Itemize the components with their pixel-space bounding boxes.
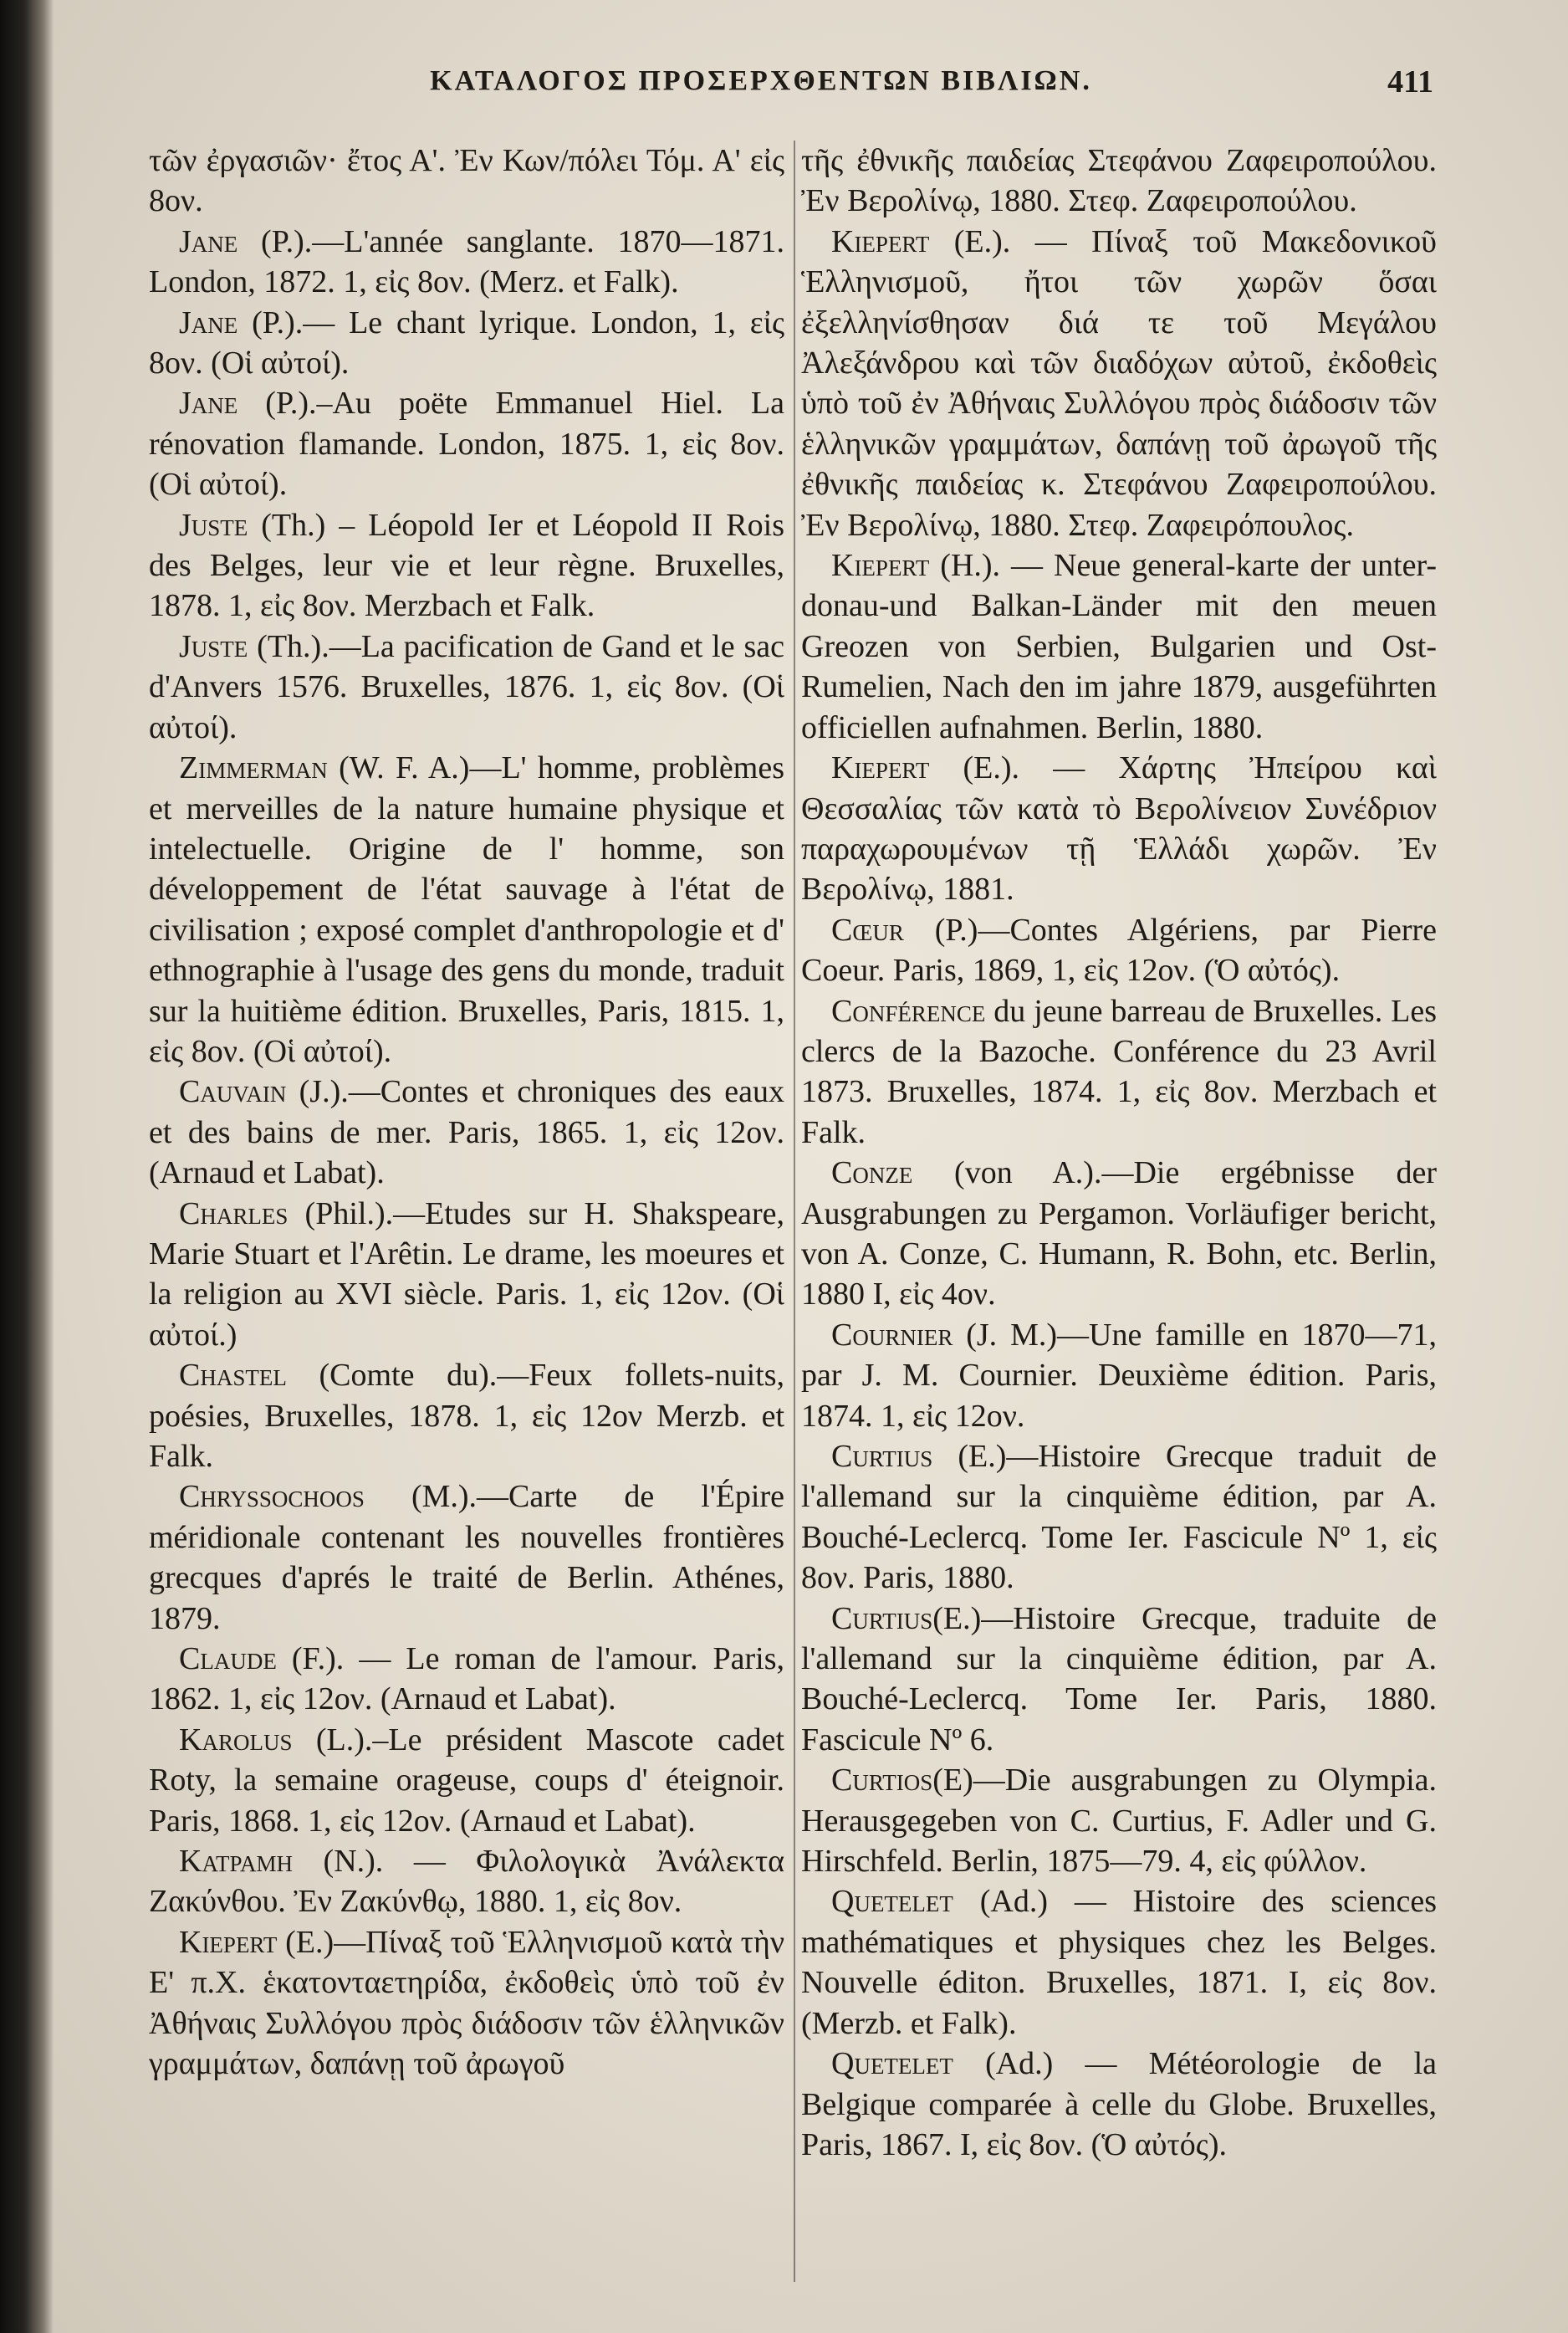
entry-text: (Comte du).—Feux follets-nuits, poésies, Bruxelles, 1878. 1, εἰς 12ον Merzb. et Falk. xyxy=(149,1358,784,1474)
entry-text: (F.). — Le roman de l'amour. Paris, 1862. 1, εἰς 12ον. (Arnaud et Labat). xyxy=(149,1641,784,1717)
catalog-entry xyxy=(149,222,784,303)
catalog-entry xyxy=(149,1720,784,1841)
entry-text: (Th.) – Léopold Ier et Léopold II Rois des Belges, leur vie et leur règne. Bruxelles, 1878. 1, εἰς 8ον. Merzbach et Falk. xyxy=(149,507,784,624)
catalog-entry xyxy=(801,1315,1437,1436)
catalog-entry xyxy=(149,1476,784,1639)
entry-text: (H.). — Neue general-karte der unter-donau-und Balkan-Länder mit den meuen Greozen von Serbien, Bulgarien und Ost-Rumelien, Nach den im jahre 1879, ausgeführten officiellen aufnahmen. Berlin, 1880. xyxy=(801,548,1437,745)
entry-text: (Ν.). — Φιλολογικὰ Ἀνάλεκτα Ζακύνθου. Ἐν Ζακύνθῳ, 1880. 1, εἰς 8ον. xyxy=(149,1844,784,1920)
catalog-entry xyxy=(801,1436,1437,1599)
entry-author: Conze xyxy=(831,1155,913,1191)
entry-text: (M.).—Carte de l'Épire méridionale contenant les nouvelles frontières grecques d'aprés le traité de Berlin. Athénes, 1879. xyxy=(149,1479,784,1636)
entry-author: Curtios xyxy=(831,1763,933,1798)
entry-author: Kiepert xyxy=(831,548,930,584)
catalog-entry xyxy=(149,1194,784,1356)
entry-text: (Ad.) — Histoire des sciences mathématiques et physiques chez les Belges. Nouvelle éditon. Bruxelles, 1871. I, εἰς 8ον. (Merzb. et Falk). xyxy=(801,1884,1437,2041)
catalog-entry xyxy=(801,748,1437,910)
right-column xyxy=(801,141,1437,2299)
entry-author: Kiepert xyxy=(831,750,930,786)
entry-author: Quetelet xyxy=(831,2046,953,2082)
catalog-entry xyxy=(801,222,1437,545)
catalog-entry xyxy=(149,1841,784,1922)
entry-author: Chryssochoos xyxy=(179,1479,365,1515)
catalog-entry xyxy=(149,303,784,384)
entry-author: Jane xyxy=(179,223,238,259)
entry-author: Charles xyxy=(179,1195,289,1231)
catalog-entry xyxy=(149,627,784,748)
entry-author: Kiepert xyxy=(179,1924,278,1960)
entry-text: (Th.).—La pacification de Gand et le sac d'Anvers 1576. Bruxelles, 1876. 1, εἰς 8ον. (Οἱ αὐτοί). xyxy=(149,628,784,745)
entry-text: (E.)—Histoire Grecque, traduite de l'allemand sur la cinquième édition, par A. Bouché-Leclercq. Tome Ier. Paris, 1880. Fascicule Nº 6. xyxy=(801,1600,1437,1757)
entry-author: Cournier xyxy=(831,1317,953,1353)
catalog-entry xyxy=(801,910,1437,991)
entry-author: Juste xyxy=(179,628,248,664)
entry-author: Juste xyxy=(179,507,248,543)
entry-author: Zimmerman xyxy=(179,750,328,786)
column-divider xyxy=(794,141,795,2282)
entry-text: (E)—Die ausgrabungen zu Olympia. Herausgegeben von C. Curtius, F. Adler und G. Hirschfeld. Berlin, 1875—79. 4, εἰς φύλλον. xyxy=(801,1763,1437,1880)
entry-text: (P.).— Le chant lyrique. London, 1, εἰς 8ον. (Οἱ αὐτοί). xyxy=(149,304,784,381)
entry-author: Jane xyxy=(179,304,238,340)
entry-author: Kiepert xyxy=(831,223,930,259)
catalog-entry xyxy=(801,545,1437,748)
entry-text: du jeune barreau de Bruxelles. Les clercs de la Bazoche. Conférence du 23 Avril 1873. Bruxelles, 1874. 1, εἰς 8ον. Merzbach et Falk. xyxy=(801,993,1437,1150)
entry-text: (J. M.)—Une famille en 1870—71, par J. M. Cournier. Deuxième édition. Paris, 1874. 1, εἰς 12ον. xyxy=(801,1317,1437,1434)
entry-author: Quetelet xyxy=(831,1884,953,1920)
catalog-entry xyxy=(801,1760,1437,1881)
catalog-entry xyxy=(149,383,784,504)
entry-author: Karolus xyxy=(179,1722,293,1757)
entry-text: (P.).–Au poëte Emmanuel Hiel. La rénovation flamande. London, 1875. 1, εἰς 8ον. (Οἱ αὐτοί). xyxy=(149,386,784,503)
entry-text: (Ad.) — Météorologie de la Belgique comparée à celle du Globe. Bruxelles, Paris, 1867. I, εἰς 8ον. (Ὁ αὐτός). xyxy=(801,2046,1437,2162)
entry-text: (E.)—Histoire Grecque traduit de l'allemand sur la cinquième édition, par A. Bouché-Leclercq. Tome Ier. Fascicule Nº 1, εἰς 8ον. Paris, 1880. xyxy=(801,1439,1437,1596)
catalog-entry xyxy=(801,1881,1437,2044)
catalog-entry xyxy=(149,748,784,1072)
left-column xyxy=(149,141,784,2299)
catalog-entry xyxy=(801,1153,1437,1315)
entry-text: (J.).—Contes et chroniques des eaux et des bains de mer. Paris, 1865. 1, εἰς 12ον. (Arnaud et Labat). xyxy=(149,1074,784,1191)
entry-text: τῆς ἐθνικῆς παιδείας Στεφάνου Ζαφειροπούλου. Ἐν Βερολίνῳ, 1880. Στεφ. Ζαφειροπούλου. xyxy=(801,143,1437,219)
entry-text: (Phil.).—Etudes sur H. Shakspeare, Marie Stuart et l'Arêtin. Le drame, les moeures et la religion au XVI siècle. Paris. 1, εἰς 12ον. (Οἱ αὐτοί.) xyxy=(149,1195,784,1353)
catalog-entry xyxy=(801,1599,1437,1761)
catalog-entry xyxy=(801,141,1437,222)
running-title: ΚΑΤΑΛΟΓΟΣ ΠΡΟΣΕΡΧΘΕΝΤΩΝ ΒΙΒΛΙΩΝ. xyxy=(430,65,1092,96)
catalog-entry xyxy=(801,991,1437,1154)
book-binding-shadow xyxy=(0,0,54,2333)
entry-author: Jane xyxy=(179,386,238,422)
entry-author: Curtius xyxy=(831,1600,933,1636)
entry-author: Claude xyxy=(179,1641,277,1677)
catalog-entry xyxy=(149,505,784,627)
entry-text: (P.).—L'année sanglante. 1870—1871. London, 1872. 1, εἰς 8ον. (Merz. et Falk). xyxy=(149,223,784,300)
entry-text: (P.)—Contes Algériens, par Pierre Coeur. Paris, 1869, 1, εἰς 12ον. (Ὁ αὐτός). xyxy=(801,912,1437,989)
catalog-entry xyxy=(149,1922,784,2085)
entry-text: (W. F. A.)—L' homme, problèmes et merveilles de la nature humaine physique et intelectuelle. Origine de l' homme, son développement de l'état sauvage à l'état de civilisation ; exposé complet d'anthropologie et d' ethnographie à l'usage des gens du monde, traduit sur la huitième édition. Bruxelles, Paris, 1815. 1, εἰς 8ον. (Οἱ αὐτοί). xyxy=(149,750,784,1069)
catalog-entry xyxy=(149,1639,784,1720)
entry-author: Cœur xyxy=(831,912,904,948)
catalog-entry xyxy=(149,141,784,222)
catalog-entry xyxy=(801,2044,1437,2165)
entry-text: (L.).–Le président Mascote cadet Roty, la semaine orageuse, coups d' éteignoir. Paris, 1868. 1, εἰς 12ον. (Arnaud et Labat). xyxy=(149,1722,784,1839)
entry-text: (von A.).—Die ergébnisse der Ausgrabungen zu Pergamon. Vorläufiger bericht, von A. Conze, C. Humann, R. Bohn, etc. Berlin, 1880 I, εἰς 4ον. xyxy=(801,1155,1437,1312)
entry-author: Chastel xyxy=(179,1358,287,1394)
entry-author: Conférence xyxy=(831,993,986,1029)
catalog-entry xyxy=(149,1072,784,1193)
entry-text: (E.). — Χάρτης Ἠπείρου καὶ Θεσσαλίας τῶν κατὰ τὸ Βερολίνειον Συνέδριον παραχωρουμένων τῇ Ἑλλάδι χωρῶν. Ἐν Βερολίνῳ, 1881. xyxy=(801,750,1437,908)
catalog-entry xyxy=(149,1355,784,1476)
entry-author: Κατραμη xyxy=(179,1844,294,1880)
entry-text: τῶν ἐργασιῶν· ἔτος Α'. Ἐν Κων/πόλει Τόμ. Α' εἰς 8ον. xyxy=(149,143,784,219)
entry-text: (E.). — Πίναξ τοῦ Μακεδονικοῦ Ἑλληνισμοῦ, ἤτοι τῶν χωρῶν ὅσαι ἐξελληνίσθησαν διά τε τοῦ Μεγάλου Ἀλεξάνδρου καὶ τῶν διαδόχων αὐτοῦ, ἐκδοθεὶς ὑπὸ τοῦ ἐν Ἀθήναις Συλλόγου πρὸς διάδοσιν τῶν ἑλληνικῶν γραμμάτων, δαπάνῃ τοῦ ἀρωγοῦ τῆς ἐθνικῆς παιδείας κ. Στεφάνου Ζαφειροπούλου. Ἐν Βερολίνῳ, 1880. Στεφ. Ζαφειρόπουλος. xyxy=(801,223,1437,543)
page-header xyxy=(92,59,1433,109)
entry-author: Curtius xyxy=(831,1439,933,1474)
page-number: 411 xyxy=(1387,64,1433,100)
entry-text: (E.)—Πίναξ τοῦ Ἑλληνισμοῦ κατὰ τὴν Ε' π.Χ. ἑκατονταετηρίδα, ἐκδοθεὶς ὑπὸ τοῦ ἐν Ἀθήναις Συλλόγου πρὸς διάδοσιν τῶν ἑλληνικῶν γραμμάτων, δαπάνῃ τοῦ ἀρωγοῦ xyxy=(149,1924,784,2082)
entry-author: Cauvain xyxy=(179,1074,287,1110)
